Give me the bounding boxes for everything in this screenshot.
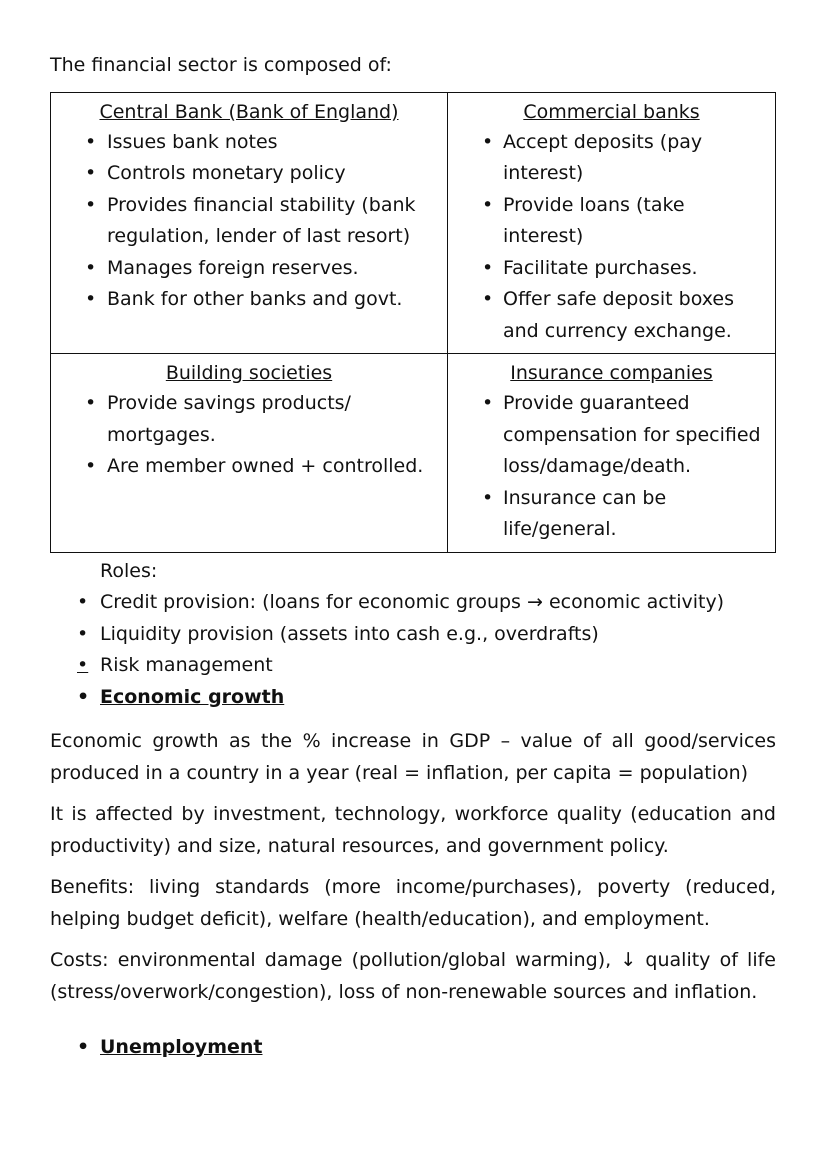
list-item: • Liquidity provision (assets into cash e.g., overdrafts) xyxy=(50,619,776,651)
list-item: • Accept deposits (pay interest) xyxy=(454,127,769,190)
section-heading-unemployment: • Unemployment xyxy=(50,1032,776,1064)
commercial-banks-list xyxy=(454,127,769,348)
insurance-companies-cell xyxy=(448,354,776,553)
central-bank-list xyxy=(57,127,441,316)
cell-title: Building societies xyxy=(165,362,333,384)
commercial-banks-cell xyxy=(448,92,776,354)
list-item: • Offer safe deposit boxes and currency exchange. xyxy=(454,284,769,347)
list-item: • Facilitate purchases. xyxy=(454,253,769,285)
list-item: • Provide savings products/ mortgages. xyxy=(57,388,441,451)
list-item: • Risk management xyxy=(50,650,776,682)
list-item: • Insurance can be life/general. xyxy=(454,483,769,546)
document-page xyxy=(50,50,776,1064)
cell-title: Central Bank (Bank of England) xyxy=(99,100,399,123)
insurance-companies-list xyxy=(454,388,769,546)
section-heading-economic-growth: • Economic growth xyxy=(50,682,776,714)
building-societies-list xyxy=(57,388,441,483)
cell-title: Commercial banks xyxy=(523,100,700,123)
list-item: • Manages foreign reserves. xyxy=(57,253,441,285)
list-item: • Credit provision: (loans for economic groups → economic activity) xyxy=(50,587,776,619)
list-item: • Provide loans (take interest) xyxy=(454,190,769,253)
central-bank-cell xyxy=(51,92,448,354)
paragraph-definition: Economic growth as the % increase in GDP – value of all good/services produced in a country in a year (real = inflation, per capita = population) xyxy=(50,730,776,784)
intro-text: The financial sector is composed of: xyxy=(50,54,392,76)
list-item: • Provides financial stability (bank regulation, lender of last resort) xyxy=(57,190,441,253)
cell-title: Insurance companies xyxy=(510,362,713,384)
roles-label: Roles: xyxy=(100,559,158,582)
list-item: • Are member owned + controlled. xyxy=(57,451,441,483)
paragraph-costs: Costs: environmental damage (pollution/global warming), ↓ quality of life (stress/overwork/congestion), loss of non-renewable sources and inflation. xyxy=(50,949,776,1003)
list-item: • Provide guaranteed compensation for specified loss/damage/death. xyxy=(454,388,769,483)
list-item: • Issues bank notes xyxy=(57,127,441,159)
financial-sector-table xyxy=(50,92,776,553)
paragraph-factors: It is affected by investment, technology, workforce quality (education and productivity) and size, natural resources, and government policy. xyxy=(50,803,776,857)
building-societies-cell xyxy=(51,354,448,553)
table-row xyxy=(51,354,776,553)
table-row xyxy=(51,92,776,354)
list-item: • Bank for other banks and govt. xyxy=(57,284,441,316)
list-item: • Controls monetary policy xyxy=(57,158,441,190)
roles-list xyxy=(50,587,776,713)
paragraph-benefits: Benefits: living standards (more income/purchases), poverty (reduced, helping budget deficit), welfare (health/education), and employment. xyxy=(50,876,776,930)
